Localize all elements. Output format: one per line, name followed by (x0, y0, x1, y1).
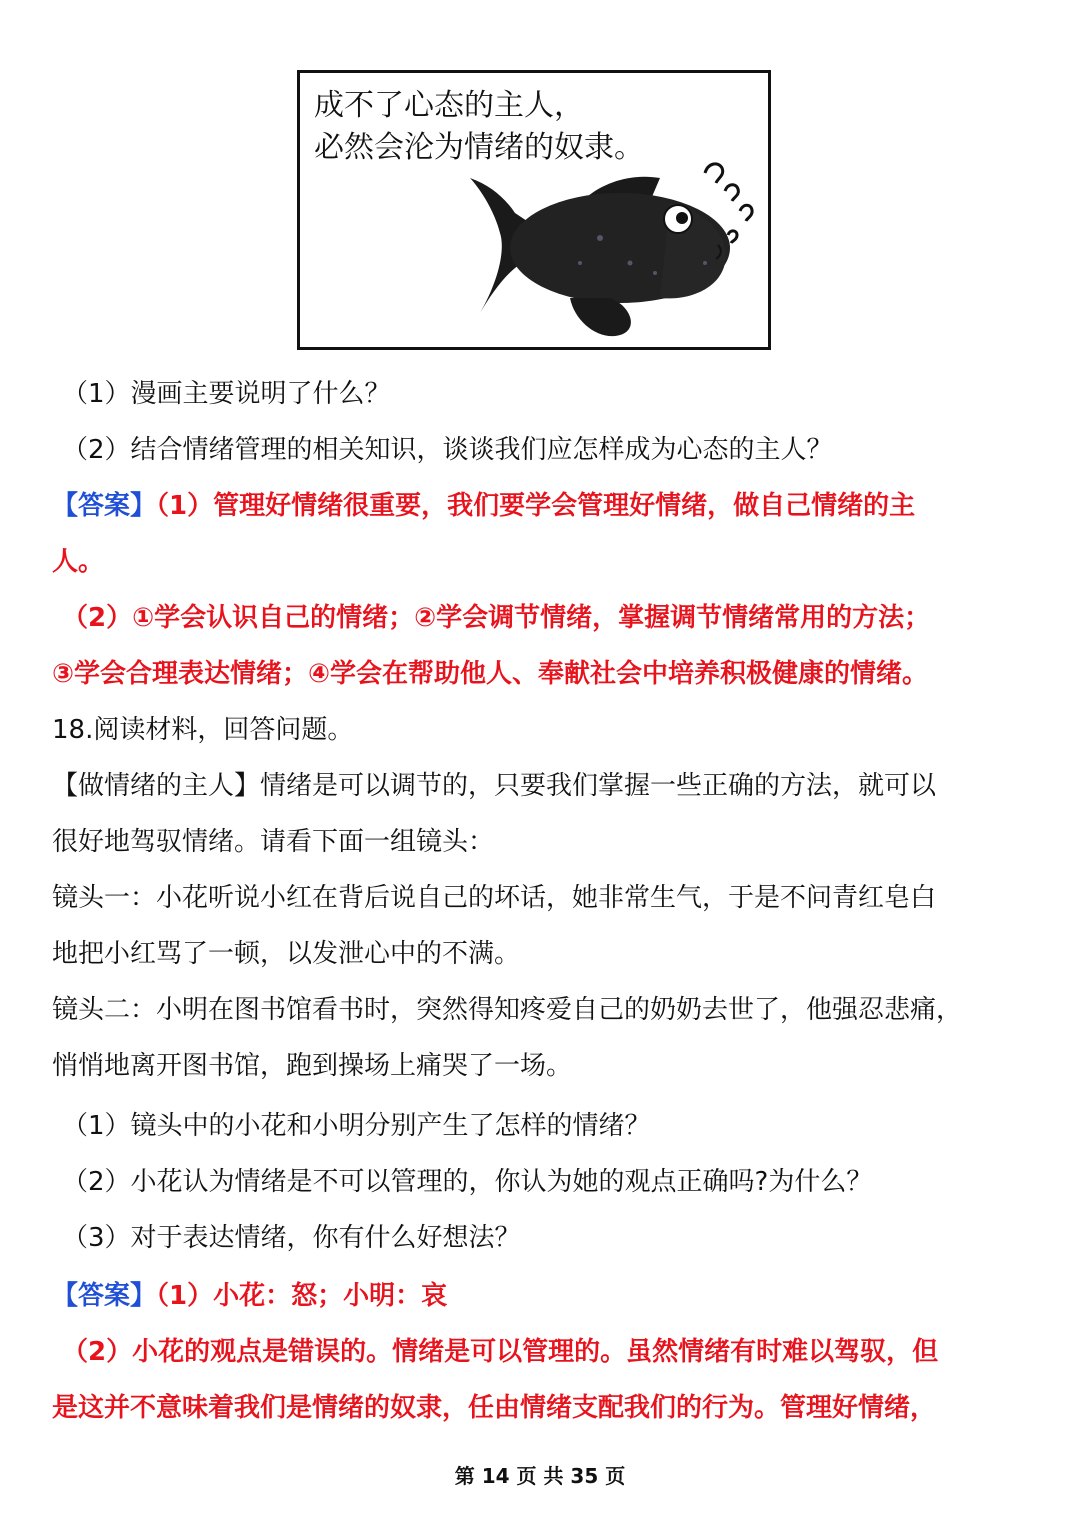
q18-material-line2: 很好地驾驭情绪。请看下面一组镜头： (52, 827, 495, 857)
q18-shot1-line2: 地把小红骂了一顿，以发泄心中的不满。 (52, 939, 521, 969)
q18-sub3: （3）对于表达情绪，你有什么好想法？ (62, 1223, 521, 1253)
q18-sub1: （1）镜头中的小花和小明分别产生了怎样的情绪？ (62, 1111, 651, 1141)
q18-answer2-line1: （2）小花的观点是错误的。情绪是可以管理的。虽然情绪有时难以驾驭，但 (62, 1337, 939, 1367)
q18-sub2: （2）小花认为情绪是不可以管理的，你认为她的观点正确吗?为什么？ (62, 1167, 873, 1197)
q17-answer1-text: （1）管理好情绪很重要，我们要学会管理好情绪，做自己情绪的主 (156, 491, 916, 521)
q18-shot2-line1: 镜头二：小明在图书馆看书时，突然得知疼爱自己的奶奶去世了，他强忍悲痛， (52, 995, 963, 1025)
comic-caption-line1: 成不了心态的主人， (314, 88, 584, 123)
q17-answer2-line2: ③学会合理表达情绪；④学会在帮助他人、奉献社会中培养积极健康的情绪。 (52, 659, 929, 689)
q18-shot1-line1: 镜头一：小花听说小红在背后说自己的坏话，她非常生气，于是不问青红皂白 (52, 883, 937, 913)
q17-answer2-line1: （2）①学会认识自己的情绪；②学会调节情绪，掌握调节情绪常用的方法； (62, 603, 931, 633)
answer-tag: 【答案】 (52, 1281, 157, 1311)
q18-answer1-text: （1）小花：怒；小明：哀 (156, 1281, 448, 1311)
page-footer: 第 14 页 共 35 页 (454, 1464, 626, 1488)
q17-sub2: （2）结合情绪管理的相关知识，谈谈我们应怎样成为心态的主人？ (62, 435, 833, 465)
q18-shot2-line2: 悄悄地离开图书馆，跑到操场上痛哭了一场。 (52, 1051, 573, 1081)
answer-tag: 【答案】 (52, 491, 157, 521)
q17-answer-line1 (52, 478, 1042, 534)
q18-material-line1: 【做情绪的主人】情绪是可以调节的，只要我们掌握一些正确的方法，就可以 (52, 771, 937, 801)
comic-panel (297, 70, 771, 350)
q17-sub1: （1）漫画主要说明了什么？ (62, 379, 391, 409)
q18-title: 18.阅读材料，回答问题。 (52, 715, 354, 745)
fish-icon (300, 73, 768, 347)
comic-caption-line2: 必然会沦为情绪的奴隶。 (314, 130, 644, 165)
q18-answer-line1 (52, 1268, 1042, 1324)
q17-answer1-cont: 人。 (52, 547, 105, 577)
q18-answer2-line2: 是这并不意味着我们是情绪的奴隶，任由情绪支配我们的行为。管理好情绪， (52, 1393, 937, 1423)
